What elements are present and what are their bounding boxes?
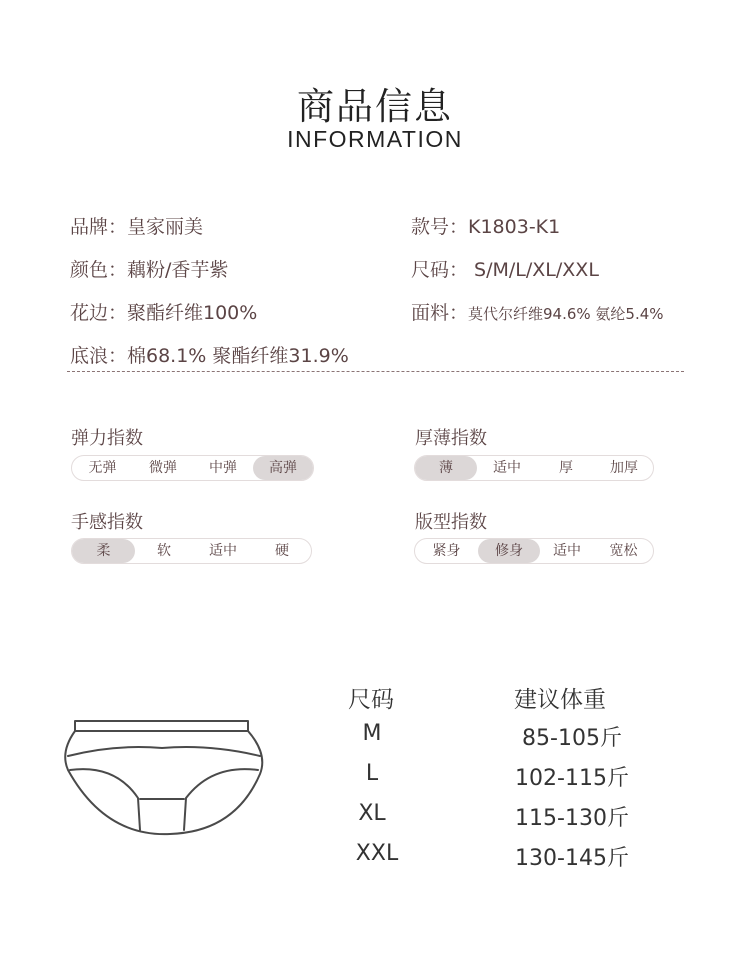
size-cell: XXL (355, 841, 399, 866)
model-text: 款号：K1803-K1 (411, 216, 561, 238)
page-title: 商品信息 (297, 85, 453, 128)
thickness-option: 加厚 (610, 460, 638, 476)
weight-header: 建议体重 (514, 687, 606, 713)
elasticity-option: 微弹 (149, 460, 177, 476)
lace-text: 花边：聚酯纤维100% (70, 302, 258, 324)
elasticity-option: 中弹 (209, 460, 237, 476)
feel-option: 软 (157, 543, 171, 559)
thickness-label: 厚薄指数 (415, 428, 487, 449)
size-cell: XL (358, 801, 386, 826)
fabric-label: 面料： (411, 302, 469, 324)
fit-option: 适中 (553, 543, 581, 559)
fit-label: 版型指数 (415, 512, 487, 533)
feel-option: 适中 (209, 543, 237, 559)
size-cell: M (362, 721, 382, 746)
fit-scale (414, 538, 654, 564)
briefs-illustration (60, 712, 275, 842)
thickness-option: 厚 (559, 460, 573, 476)
dashed-divider (67, 371, 684, 372)
thickness-option: 薄 (415, 456, 477, 480)
bottom-text: 底浪：棉68.1% 聚酯纤维31.9% (70, 345, 349, 367)
weight-cell: 130-145斤 (515, 846, 629, 871)
size-header: 尺码 (348, 687, 394, 713)
fit-option: 修身 (478, 539, 540, 563)
weight-cell: 85-105斤 (522, 726, 622, 751)
elasticity-label: 弹力指数 (71, 428, 143, 449)
weight-cell: 102-115斤 (515, 766, 629, 791)
fabric-value: 莫代尔纤维94.6% 氨纶5.4% (468, 305, 664, 323)
fit-option: 紧身 (432, 543, 461, 559)
weight-cell: 115-130斤 (515, 806, 629, 831)
elasticity-option: 无弹 (88, 460, 117, 476)
page-subtitle: INFORMATION (287, 126, 463, 152)
feel-label: 手感指数 (71, 512, 143, 533)
waistband-outline (75, 721, 248, 731)
fabric-row (411, 298, 664, 325)
feel-option: 硬 (275, 543, 289, 559)
elasticity-scale (71, 455, 314, 481)
thickness-option: 适中 (493, 460, 521, 476)
color-text: 颜色：藕粉/香芋紫 (70, 259, 229, 281)
size-cell: L (365, 761, 379, 786)
fit-option: 宽松 (609, 543, 638, 559)
brand-text: 品牌：皇家丽美 (70, 216, 204, 238)
briefs-outline (65, 731, 262, 834)
feel-option: 柔 (72, 539, 135, 563)
feel-scale (71, 538, 312, 564)
thickness-scale (414, 455, 654, 481)
elasticity-option: 高弹 (253, 456, 313, 480)
size-text: 尺码： S/M/L/XL/XXL (411, 259, 599, 281)
